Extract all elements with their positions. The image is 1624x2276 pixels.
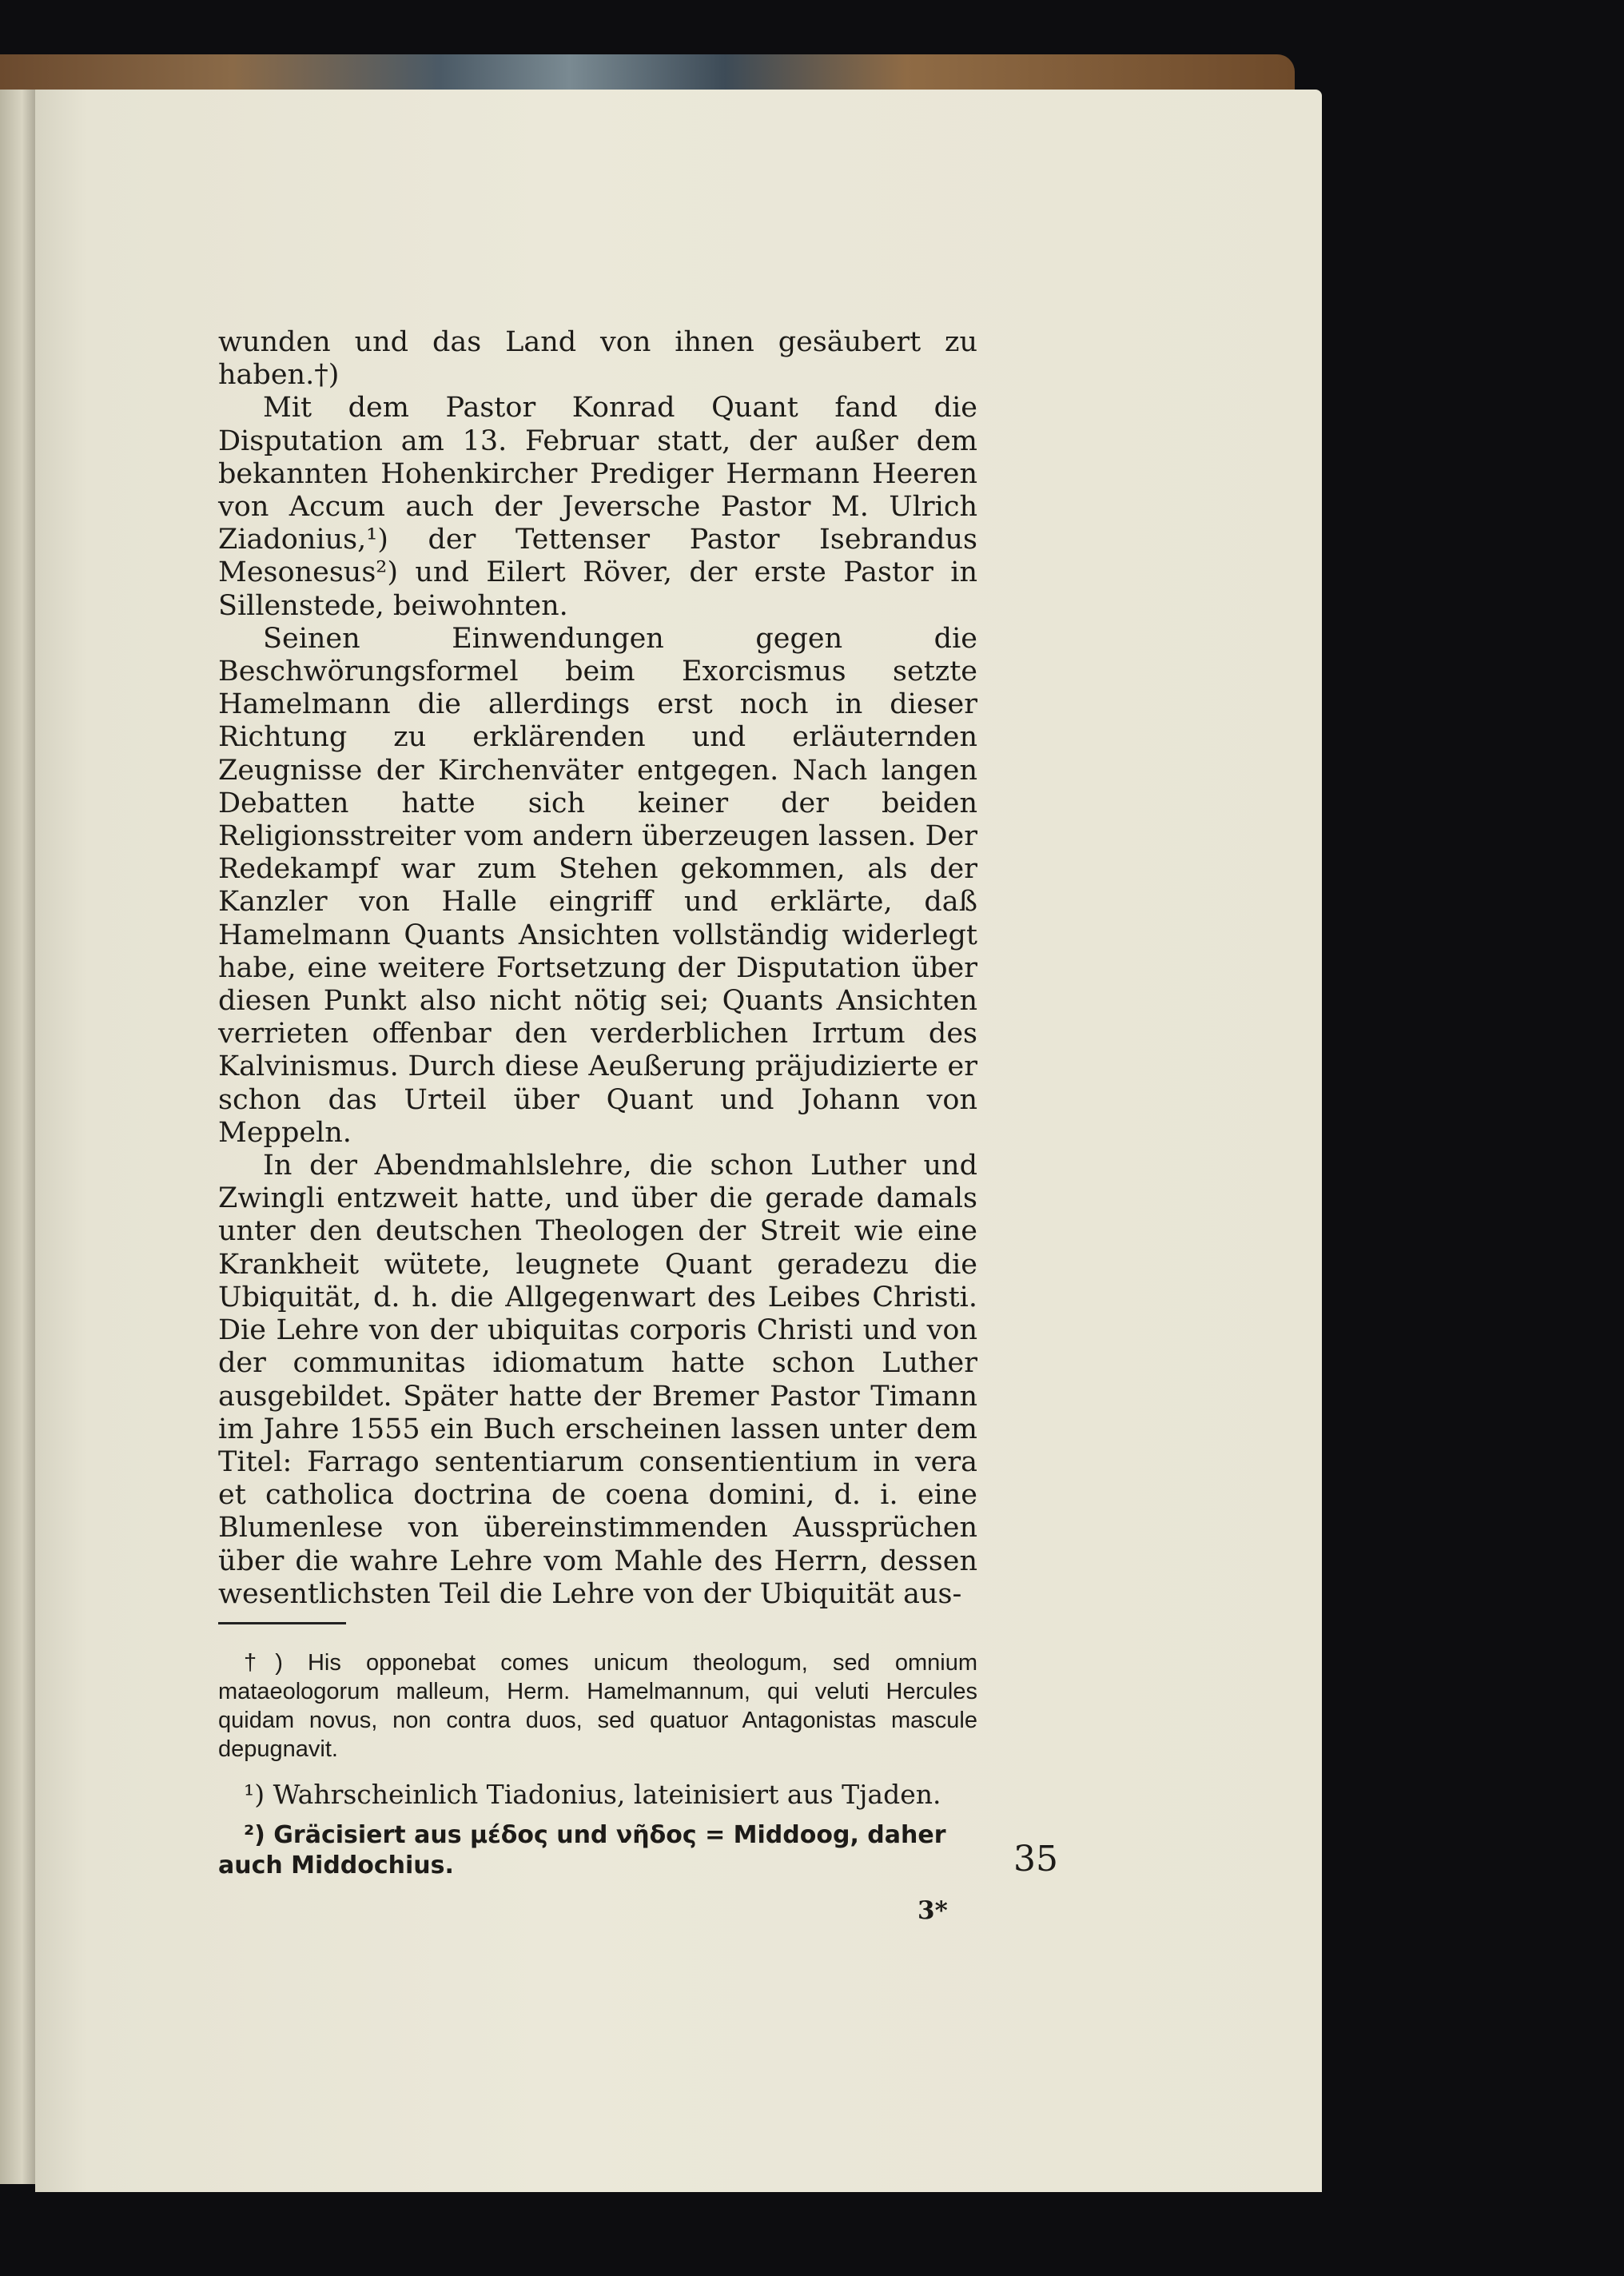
facing-page-edge — [0, 90, 37, 2184]
paragraph-continuation: wunden und das Land von ihnen gesäubert zu haben.†) — [218, 326, 977, 392]
signature-mark: 3* — [917, 1896, 948, 1925]
paragraph-disputation: Mit dem Pastor Konrad Quant fand die Disputation am 13. Februar statt, der außer dem bekannten Hohenkircher Prediger Hermann Heeren von Accum auch der Jeversche Pastor M. Ulrich Ziadonius,¹) der Tettenser Pastor Isebrandus Mesonesus²) und Eilert Röver, der erste Pastor in Sillenstede, beiwohnten. — [218, 392, 977, 622]
paragraph-exorcism: Seinen Einwendungen gegen die Beschwörungsformel beim Exorcismus setzte Hamelmann die allerdings erst noch in dieser Richtung zu erklärenden und erläuternden Zeugnisse der Kirchenväter entgegen. Nach langen Debatten hatte sich keiner der beiden Religionsstreiter vom andern überzeugen lassen. Der Redekampf war zum Stehen gekommen, als der Kanzler von Halle eingriff und erklärte, daß Hamelmann Quants Ansichten vollständig widerlegt habe, eine weitere Fortsetzung der Disputation über diesen Punkt also nicht nötig sei; Quants Ansichten verrieten offenbar den verderblichen Irrtum des Kalvinismus. Durch diese Aeußerung präjudizierte er schon das Urteil über Quant und Johann von Meppeln. — [218, 622, 977, 1149]
footnote-1: ¹) Wahrscheinlich Tiadonius, lateinisiert aus Tjaden. — [244, 1778, 941, 1810]
footnote-divider — [218, 1622, 346, 1624]
page-number: 35 — [1013, 1839, 1058, 1879]
footnote-dagger: †) His opponebat comes unicum theologum, sed omnium mataeologorum malleum, Herm. Hamelmannum, qui veluti Hercules quidam novus, non contra duos, sed quatuor Antagonistas mascule depugnavit. — [218, 1649, 977, 1762]
footnote-2: ²) Gräcisiert aus μέδος und νῆδος = Middoog, daher auch Middochius. — [218, 1820, 946, 1879]
paragraph-ubiquity: In der Abendmahlslehre, die schon Luther und Zwingli entzweit hatte, und über die gerade damals unter den deutschen Theologen der Streit wie eine Krankheit wütete, leugnete Quant geradezu die Ubiquität, d. h. die Allgegenwart des Leibes Christi. Die Lehre von der ubiquitas corporis Christi und von der communitas idiomatum hatte schon Luther ausgebildet. Später hatte der Bremer Pastor Timann im Jahre 1555 ein Buch erscheinen lassen unter dem Titel: Farrago sententiarum consentientium in vera et catholica doctrina de coena domini, d. i. eine Blumenlese von übereinstimmenden Aussprüchen über die wahre Lehre vom Mahle des Herrn, dessen wesentlichsten Teil die Lehre von der Ubiquität aus- — [218, 1150, 977, 1610]
main-text-block — [218, 326, 977, 1881]
